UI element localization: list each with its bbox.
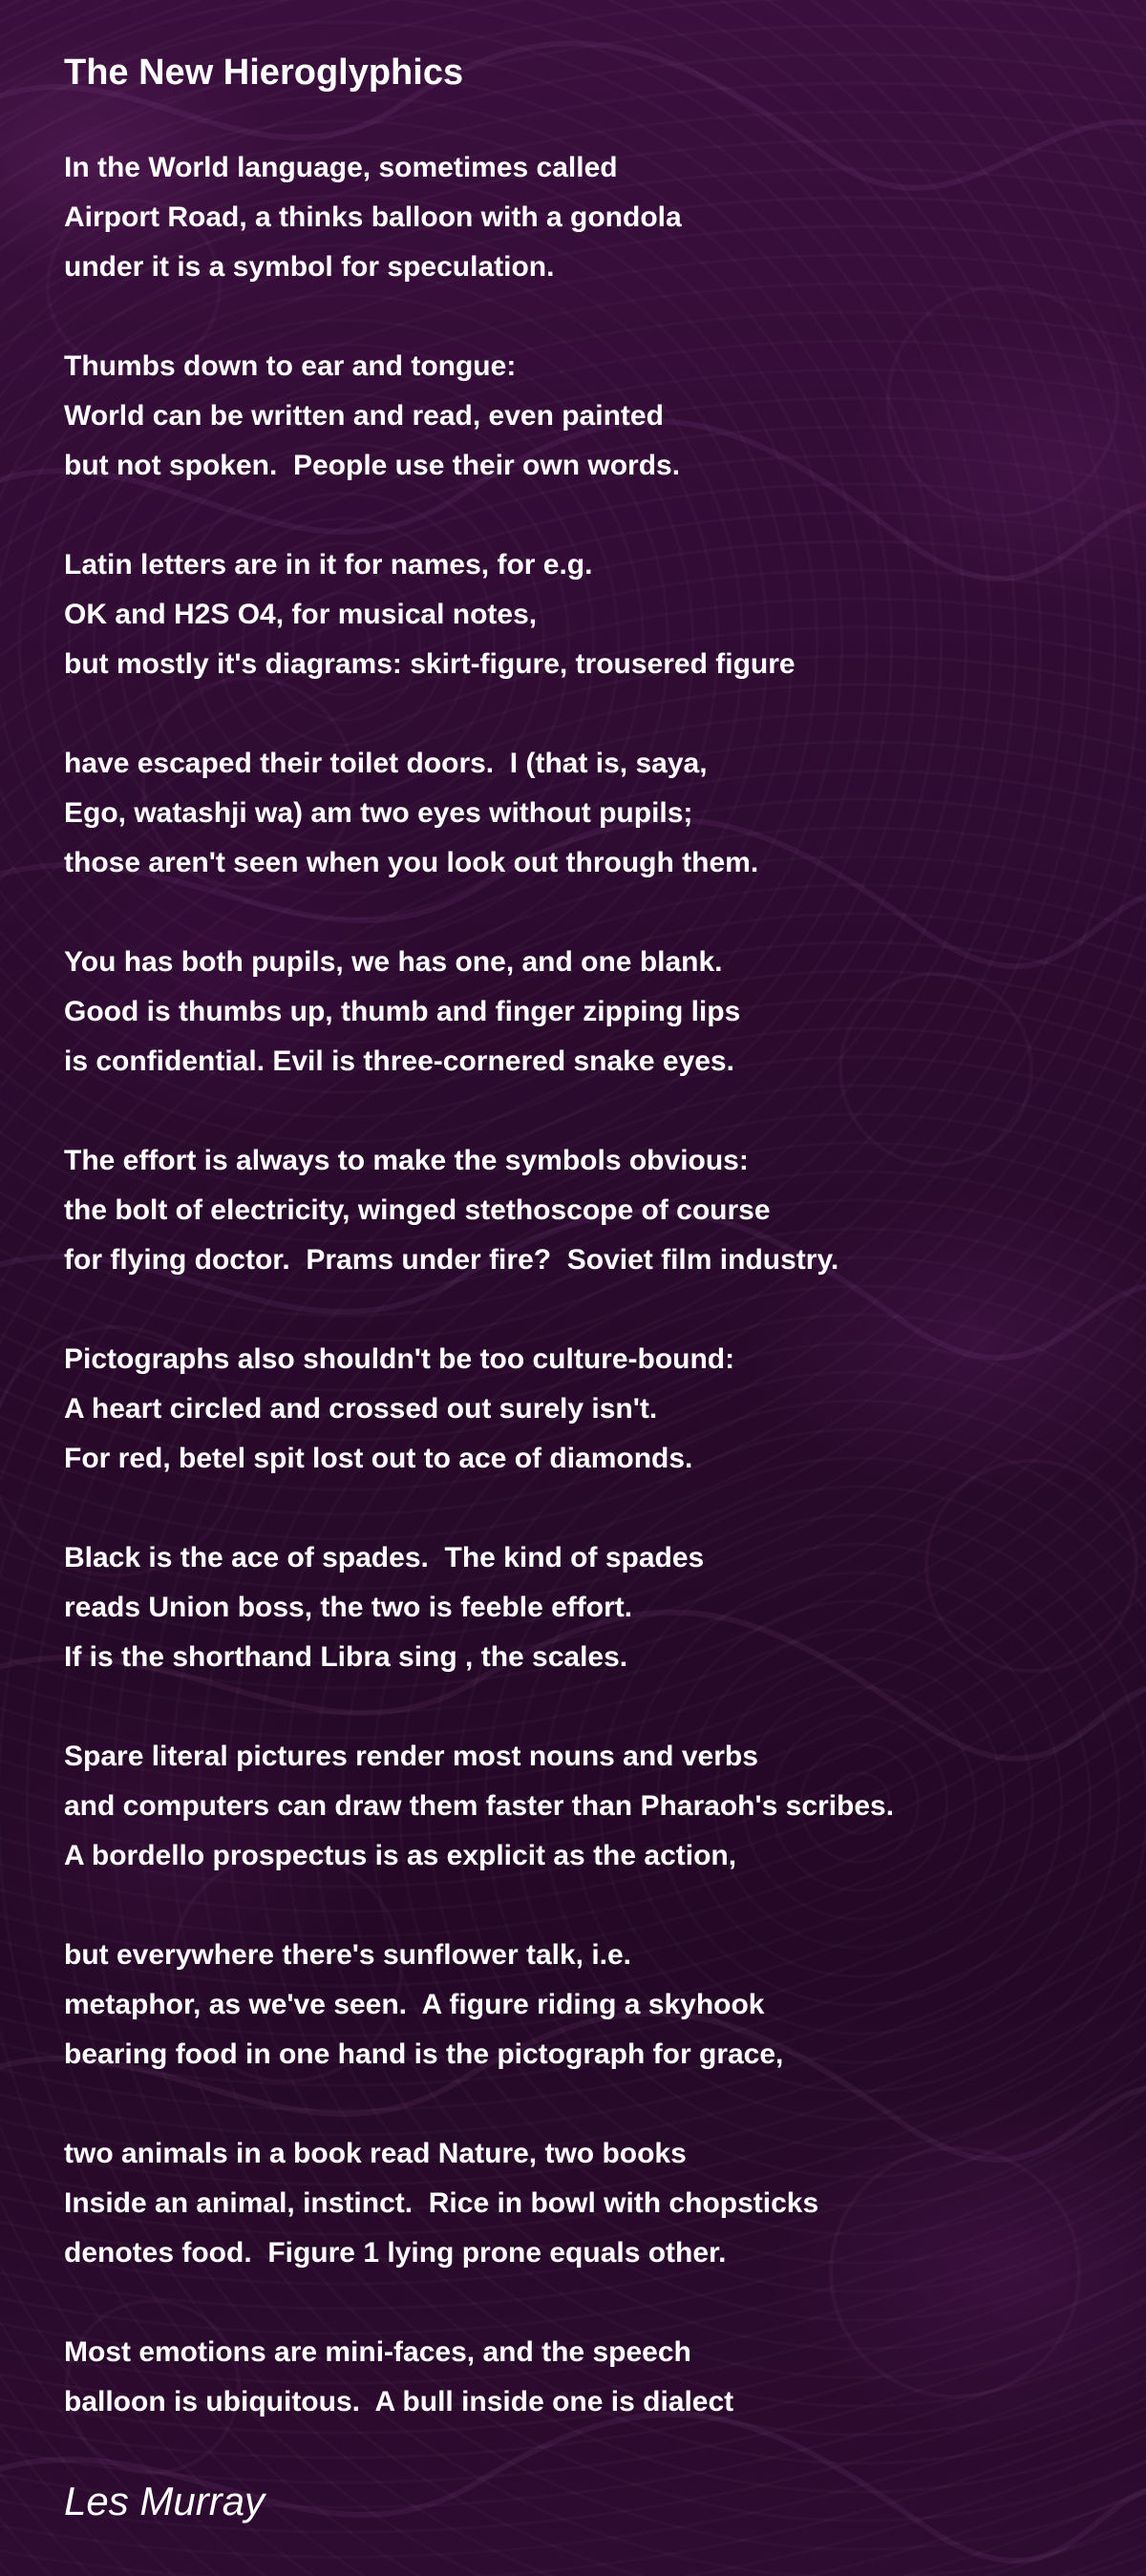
poem-line: A bordello prospectus is as explicit as the action, — [64, 1840, 737, 1871]
poem-line: Latin letters are in it for names, for e.g. — [64, 549, 593, 581]
poem-line: Good is thumbs up, thumb and finger zipping lips — [64, 996, 741, 1027]
stanza — [64, 143, 1114, 292]
poem-line: the bolt of electricity, winged stethoscope of course — [64, 1194, 771, 1226]
poem-line: for flying doctor. Prams under fire? Soviet film industry. — [64, 1244, 839, 1276]
poem-line: two animals in a book read Nature, two books — [64, 2138, 687, 2169]
poem-line: have escaped their toilet doors. I (that is, saya, — [64, 748, 708, 779]
poem-line: those aren't seen when you look out through them. — [64, 847, 759, 878]
poem-line: World can be written and read, even painted — [64, 400, 664, 432]
poem-line: The effort is always to make the symbols obvious: — [64, 1145, 749, 1176]
poem-line: under it is a symbol for speculation. — [64, 251, 555, 283]
poem-line: denotes food. Figure 1 lying prone equals other. — [64, 2237, 727, 2269]
poem-line: In the World language, sometimes called — [64, 152, 618, 183]
poem-line: OK and H2S O4, for musical notes, — [64, 599, 538, 630]
poem-line: Most emotions are mini-faces, and the speech — [64, 2336, 691, 2368]
poem-line: reads Union boss, the two is feeble effort. — [64, 1592, 633, 1623]
poem-line: and computers can draw them faster than Pharaoh's scribes. — [64, 1790, 895, 1822]
poem-line: bearing food in one hand is the pictograph for grace, — [64, 2038, 784, 2070]
stanza — [64, 2129, 1114, 2278]
poem-line: Ego, watashji wa) am two eyes without pupils; — [64, 797, 693, 829]
poem-line: You has both pupils, we has one, and one blank. — [64, 946, 723, 978]
stanza — [64, 1931, 1114, 2080]
poem-line: Inside an animal, instinct. Rice in bowl with chopsticks — [64, 2187, 819, 2219]
poem-line: If is the shorthand Libra sing , the scales. — [64, 1641, 628, 1673]
poem-line: Thumbs down to ear and tongue: — [64, 350, 517, 382]
poem-line: Pictographs also shouldn't be too culture-bound: — [64, 1343, 735, 1375]
poem-line: but everywhere there's sunflower talk, i.e. — [64, 1939, 632, 1971]
poem-line: Black is the ace of spades. The kind of spades — [64, 1542, 705, 1573]
stanza — [64, 1732, 1114, 1881]
poem-line: A heart circled and crossed out surely isn't. — [64, 1393, 658, 1425]
poem-line: balloon is ubiquitous. A bull inside one is dialect — [64, 2386, 734, 2418]
poem-title: The New Hieroglyphics — [64, 53, 464, 93]
poem-body — [64, 143, 1114, 2427]
poem-content — [64, 48, 1114, 2477]
stanza — [64, 540, 1114, 689]
stanza — [64, 1335, 1114, 1484]
poem-line: Airport Road, a thinks balloon with a gondola — [64, 201, 682, 233]
stanza — [64, 739, 1114, 888]
stanza — [64, 2328, 1114, 2427]
poem-line: but not spoken. People use their own words. — [64, 450, 681, 481]
stanza — [64, 938, 1114, 1087]
poem-line: For red, betel spit lost out to ace of diamonds. — [64, 1443, 693, 1474]
stanza — [64, 1136, 1114, 1285]
poem-line: Spare literal pictures render most nouns and verbs — [64, 1741, 758, 1772]
poem-author: Les Murray — [64, 2479, 265, 2523]
poem-line: metaphor, as we've seen. A figure riding a skyhook — [64, 1989, 765, 2020]
stanza — [64, 342, 1114, 491]
poem-line: but mostly it's diagrams: skirt-figure, trousered figure — [64, 648, 796, 680]
stanza — [64, 1533, 1114, 1682]
poem-line: is confidential. Evil is three-cornered snake eyes. — [64, 1045, 734, 1077]
